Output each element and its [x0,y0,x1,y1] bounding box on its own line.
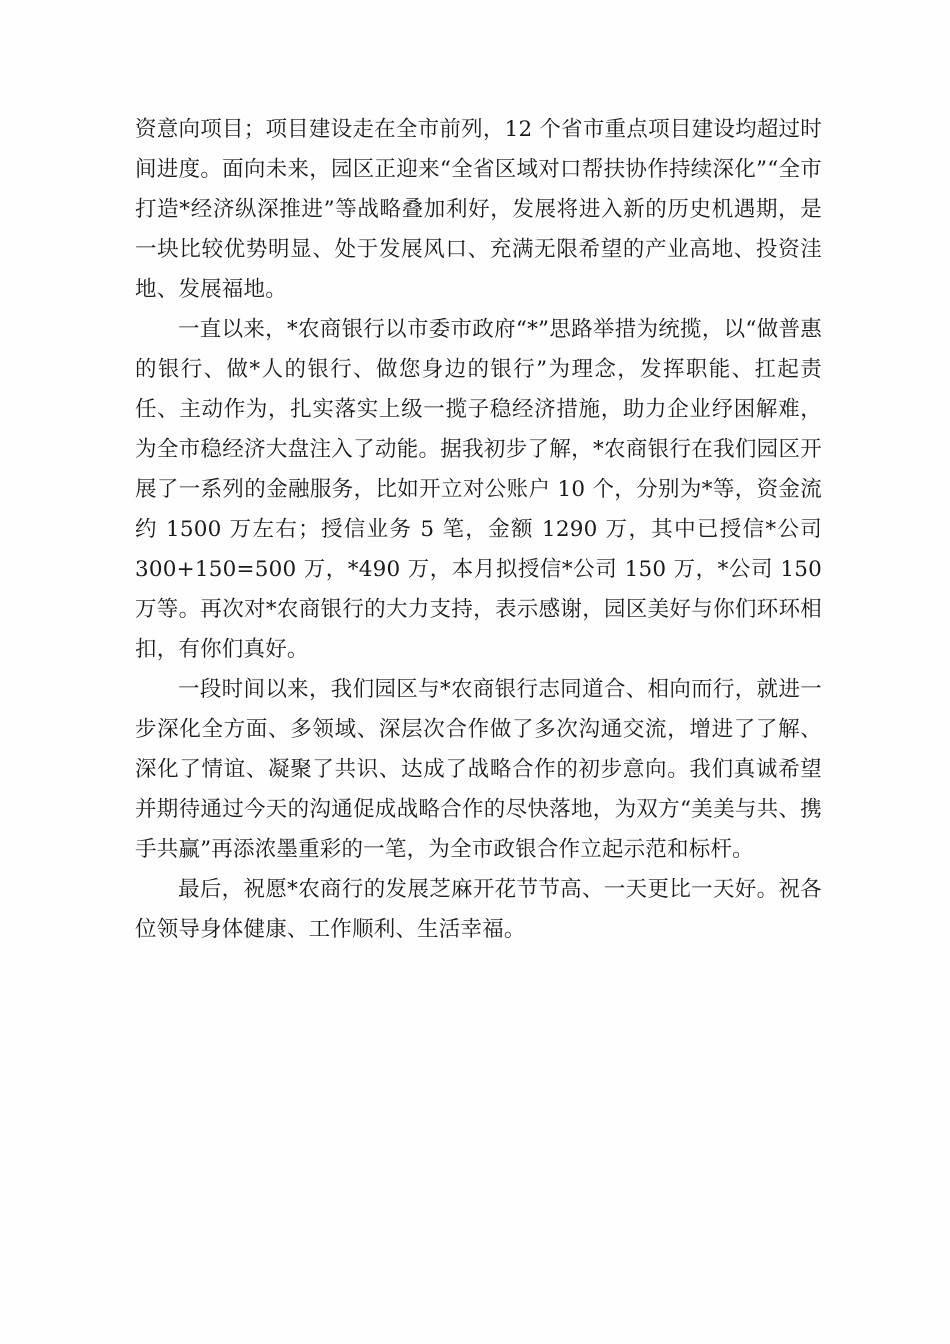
paragraph-3: 一段时间以来，我们园区与*农商银行志同道合、相向而行，就进一步深化全方面、多领域、深层次合作做了多次沟通交流，增进了了解、深化了情谊、凝聚了共识、达成了战略合作的初步意向。我们真诚希望并期待通过今天的沟通促成战略合作的尽快落地，为双方“美美与共、携手共赢”再添浓墨重彩的一笔，为全市政银合作立起示范和标杆。 [135,677,822,862]
document-body [135,110,822,950]
paragraph-1: 资意向项目；项目建设走在全市前列，12 个省市重点项目建设均超过时间进度。面向未来，园区正迎来“全省区域对口帮扶协作持续深化”“全市打造*经济纵深推进”等战略叠加利好，发展将进入新的历史机遇期，是一块比较优势明显、处于发展风口、充满无限希望的产业高地、投资洼地、发展福地。 [135,117,822,302]
paragraph-4: 最后，祝愿*农商行的发展芝麻开花节节高、一天更比一天好。祝各位领导身体健康、工作顺利、生活幸福。 [135,877,822,942]
paragraph-2: 一直以来，*农商银行以市委市政府“*”思路举措为统揽，以“做普惠的银行、做*人的银行、做您身边的银行”为理念，发挥职能、扛起责任、主动作为，扎实落实上级一揽子稳经济措施，助力企业纾困解难，为全市稳经济大盘注入了动能。据我初步了解，*农商银行在我们园区开展了一系列的金融服务，比如开立对公账户 10 个，分别为*等，资金流约 1500 万左右；授信业务 5 笔，金额 1290 万，其中已授信*公司 300+150=500 万，*490 万，本月拟授信*公司 150 万，*公司 150 万等。再次对*农商银行的大力支持，表示感谢，园区美好与你们环环相扣，有你们真好。 [135,317,822,662]
